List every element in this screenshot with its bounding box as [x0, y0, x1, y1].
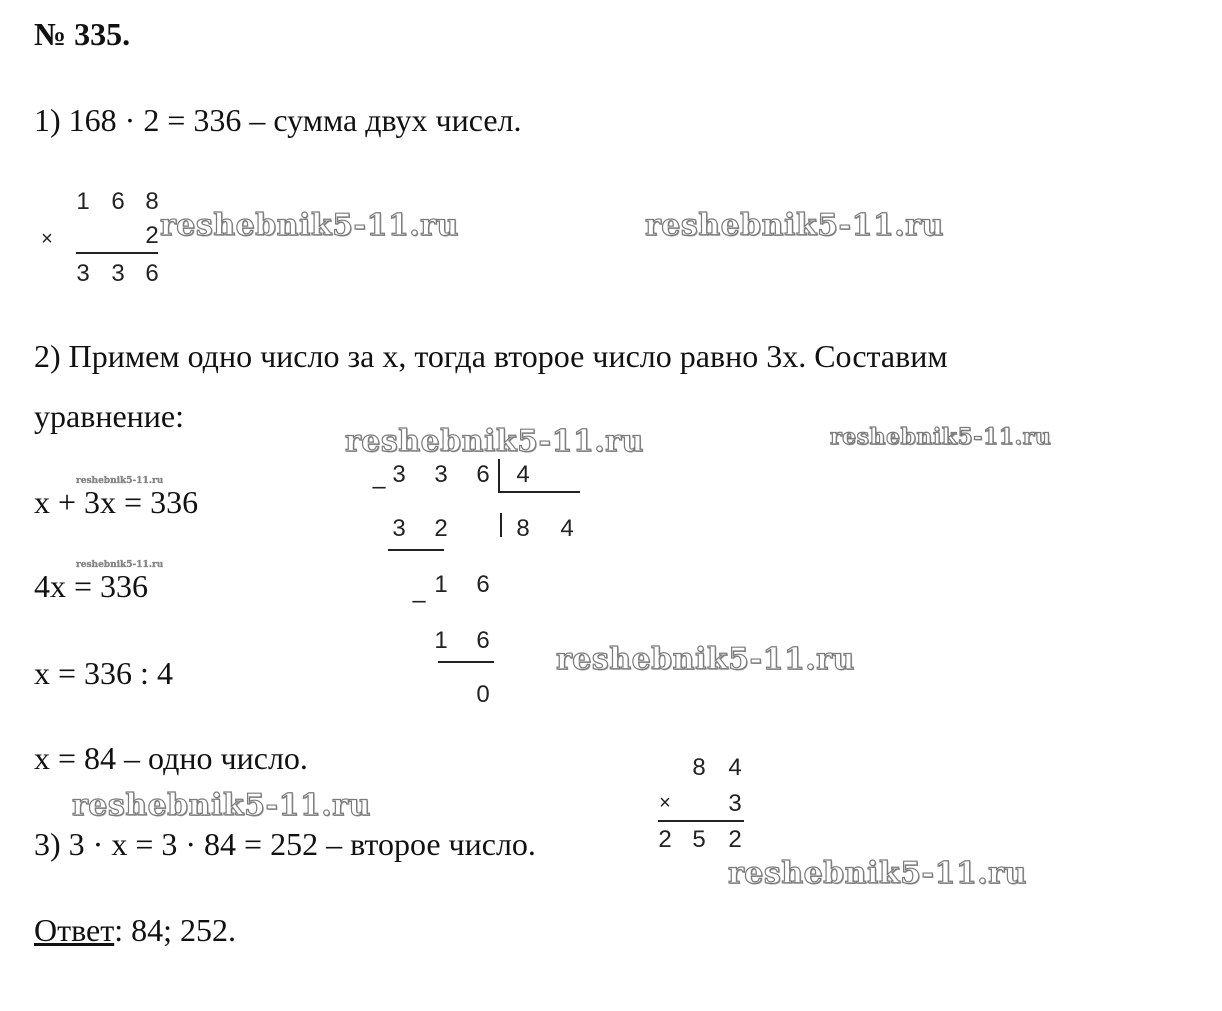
- step-3-text: 3) 3 · х = 3 · 84 = 252 – второе число.: [34, 826, 536, 862]
- watermark-logo: reshebnik5-11.ru: [76, 476, 164, 486]
- digit: 1: [434, 571, 448, 598]
- page-title: № 335.: [34, 16, 131, 52]
- minus-sign: –: [412, 587, 426, 614]
- multiply-sign: ×: [659, 792, 671, 814]
- answer-label: Ответ: [34, 912, 115, 948]
- digit: 4: [560, 515, 574, 542]
- multiply-sign: ×: [41, 228, 53, 250]
- watermark-logo: reshebnik5-11.ru: [72, 788, 371, 823]
- watermark-logo: reshebnik5-11.ru: [556, 642, 855, 677]
- digit: 4: [728, 754, 742, 781]
- digit: 3: [728, 790, 742, 817]
- digit: 5: [692, 826, 706, 853]
- sub-line: [388, 549, 444, 551]
- division-bar: [498, 459, 500, 493]
- answer: [34, 914, 236, 946]
- watermark-logo: reshebnik5-11.ru: [345, 424, 644, 459]
- digit: 3: [434, 461, 448, 488]
- quotient-line: [500, 491, 580, 493]
- result-line: [658, 820, 744, 822]
- multiplication-168-by-2: [30, 186, 170, 286]
- answer-value: : 84; 252.: [114, 912, 236, 948]
- digit: 2: [434, 515, 448, 542]
- minus-sign: –: [372, 473, 386, 500]
- digit: 1: [76, 188, 90, 215]
- digit: 6: [476, 461, 490, 488]
- digit: 2: [658, 826, 672, 853]
- digit: 3: [392, 515, 406, 542]
- digit: 6: [476, 571, 490, 598]
- watermark-logo: reshebnik5-11.ru: [160, 208, 459, 243]
- digit: 6: [476, 627, 490, 654]
- quotient-bar: [500, 513, 502, 537]
- equation-3: х = 336 : 4: [34, 655, 173, 691]
- digit: 8: [516, 515, 530, 542]
- step-1-text: 1) 168 · 2 = 336 – сумма двух чисел.: [34, 102, 522, 138]
- digit: 2: [145, 222, 159, 249]
- digit: 3: [111, 260, 125, 287]
- sub-line: [438, 661, 494, 663]
- watermark-logo: reshebnik5-11.ru: [76, 560, 164, 570]
- equation-1: х + 3х = 336: [34, 484, 199, 520]
- divisor: 4: [516, 461, 530, 488]
- digit: 0: [476, 681, 490, 708]
- digit: 3: [76, 260, 90, 287]
- digit: 1: [434, 627, 448, 654]
- watermark-logo: reshebnik5-11.ru: [645, 208, 944, 243]
- watermark-logo: reshebnik5-11.ru: [728, 856, 1027, 891]
- digit: 2: [728, 826, 742, 853]
- digit: 6: [111, 188, 125, 215]
- watermark-logo: reshebnik5-11.ru: [830, 424, 1052, 450]
- step-2-text-line1: 2) Примем одно число за х, тогда второе число равно 3х. Составим: [34, 338, 948, 374]
- equation-4: х = 84 – одно число.: [34, 740, 308, 776]
- digit: 8: [692, 754, 706, 781]
- digit: 8: [145, 188, 159, 215]
- equation-2: 4х = 336: [34, 568, 149, 604]
- digit: 6: [145, 260, 159, 287]
- multiplication-84-by-3: [650, 754, 760, 854]
- step-2-text-line2: уравнение:: [34, 398, 184, 434]
- digit: 3: [392, 461, 406, 488]
- result-line: [76, 252, 158, 254]
